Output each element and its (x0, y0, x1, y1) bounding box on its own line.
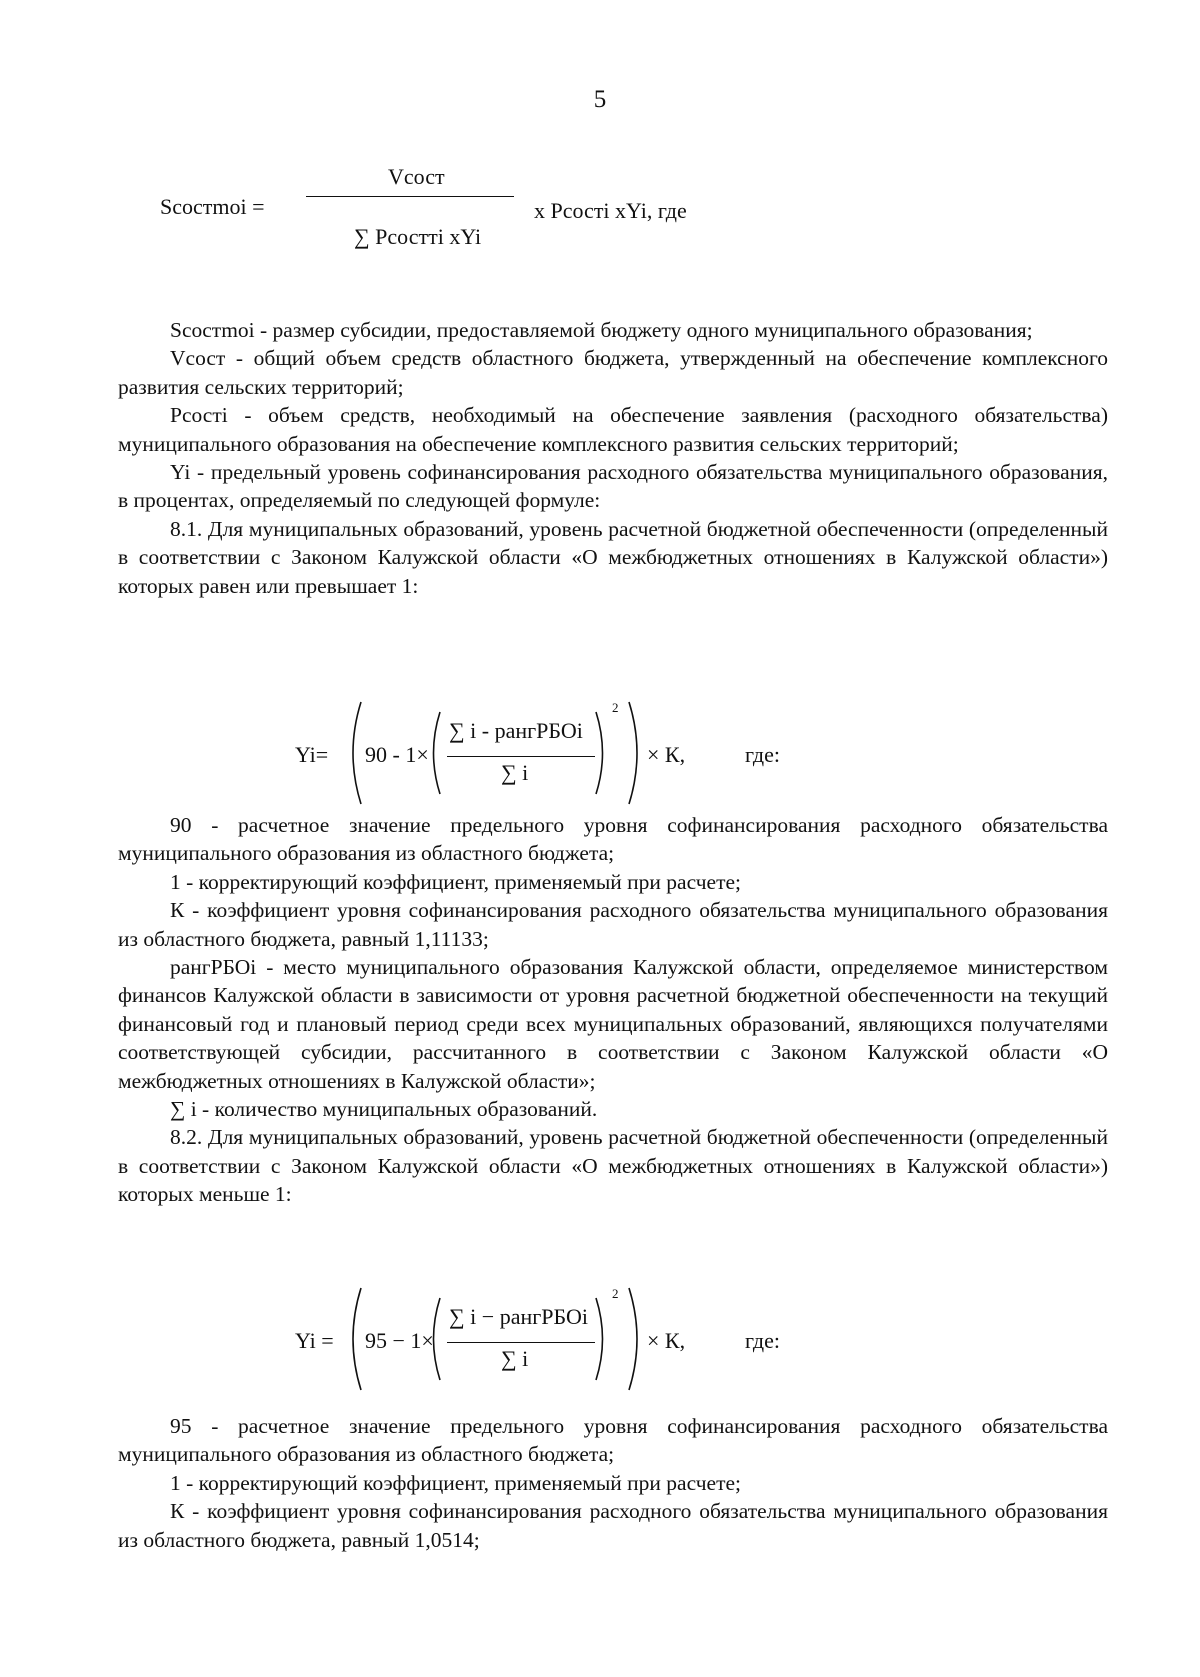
formula-numerator: ∑ i − рангРБОi (449, 1304, 588, 1329)
left-paren (343, 700, 365, 806)
yi-formula-1 (295, 700, 815, 810)
formula-denominator: ∑ i (501, 760, 529, 785)
fraction-line (447, 1342, 595, 1343)
formula-constant: 90 - 1× (365, 742, 429, 767)
formula-lhs: Yi= (295, 742, 329, 767)
fraction-line (447, 756, 595, 757)
formula-lhs: Yi = (295, 1328, 334, 1353)
paragraph: К - коэффициент уровня софинансирования расходного обязательства муниципального образования из областного бюджета, равный 1,0514; (118, 1499, 1108, 1552)
right-paren (625, 1286, 647, 1392)
formula-power: 2 (612, 700, 619, 715)
page-number: 5 (593, 86, 607, 113)
formula-tail: × К, (647, 742, 686, 767)
paragraph: рангРБОi - место муниципального образования Калужской области, определяемое министерством финансов Калужской области в зависимости от уровня расчетной бюджетной обеспеченности на текущий финансовый год и плановый период среди всех муниципальных образований, являющихся получателями соответствующей субсидии, рассчитанного в соответствии с Законом Калужской области «О межбюджетных отношениях в Калужской области»; (118, 955, 1108, 1093)
formula-denominator: ∑ i (501, 1346, 529, 1371)
formula-denominator: ∑ Рсостті хYi (354, 224, 482, 249)
formula-where: где: (745, 1328, 780, 1353)
definitions-block-3 (118, 1412, 1108, 1554)
paragraph: ∑ i - количество муниципальных образований. (170, 1097, 598, 1122)
yi-formula-2 (295, 1286, 815, 1396)
paragraph: Рсості - объем средств, необходимый на обеспечение заявления (расходного обязательства) муниципального образования на обеспечение комплексного развития сельских территорий; (118, 403, 1108, 456)
paragraph: Yi - предельный уровень софинансирования расходного обязательства муниципального образования, в процентах, определяемый по следующей формуле: (118, 460, 1108, 513)
formula-tail: × К, (647, 1328, 686, 1353)
right-paren (593, 710, 611, 796)
formula-numerator: Vсост (388, 164, 445, 189)
paragraph: К - коэффициент уровня софинансирования расходного обязательства муниципального образования из областного бюджета, равный 1,11133; (118, 898, 1108, 951)
paragraph: Vсост - общий объем средств областного бюджета, утвержденный на обеспечение комплексного развития сельских территорий; (118, 346, 1108, 399)
right-paren (593, 1296, 611, 1382)
paragraph: 1 - корректирующий коэффициент, применяемый при расчете; (170, 869, 741, 894)
formula-rhs: х Рсості хYi, где (534, 198, 687, 223)
formula-lhs: Scoстmoi = (160, 194, 265, 219)
formula-constant: 95 − 1× (365, 1328, 434, 1353)
formula-where: где: (745, 742, 780, 767)
subsidy-formula (160, 164, 860, 258)
paragraph: 8.2. Для муниципальных образований, уровень расчетной бюджетной обеспеченности (определенный в соответствии с Законом Калужской области «О межбюджетных отношениях в Калужской области») которых меньше 1: (118, 1125, 1108, 1207)
paragraph: 1 - корректирующий коэффициент, применяемый при расчете; (170, 1470, 741, 1495)
right-paren (625, 700, 647, 806)
left-paren (343, 1286, 365, 1392)
paragraph: Scoстmoi - размер субсидии, предоставляемой бюджету одного муниципального образования; (170, 318, 1033, 342)
paragraph: 90 - расчетное значение предельного уровня софинансирования расходного обязательства муниципального образования из областного бюджета; (118, 813, 1108, 866)
paragraph: 8.1. Для муниципальных образований, уровень расчетной бюджетной обеспеченности (определенный в соответствии с Законом Калужской области «О межбюджетных отношениях в Калужской области») которых равен или превышает 1: (118, 516, 1108, 598)
paragraph: 95 - расчетное значение предельного уровня софинансирования расходного обязательства муниципального образования из областного бюджета; (118, 1414, 1108, 1467)
left-paren (425, 1296, 443, 1382)
left-paren (425, 710, 443, 796)
fraction-line (306, 196, 514, 197)
formula-power: 2 (612, 1286, 619, 1301)
definitions-block-2 (118, 811, 1108, 1209)
formula-numerator: ∑ i - рангРБОi (449, 718, 583, 743)
definitions-block-1 (118, 316, 1108, 600)
